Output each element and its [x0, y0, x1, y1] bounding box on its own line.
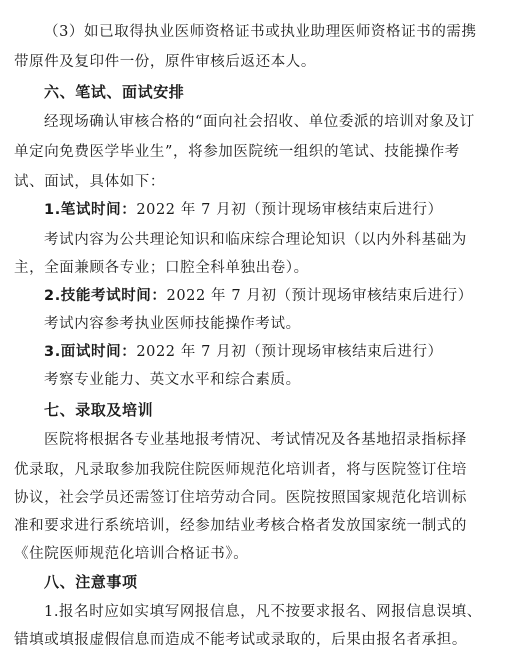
paragraph-line: 经现场确认审核合格的“面向社会招收、单位委派的培训对象及订: [44, 114, 475, 130]
skill-exam-time: 2022 年 7 月初（预计现场审核结束后进行）: [166, 288, 473, 304]
paragraph-line: 主，全面兼顾各专业；口腔全科单独出卷）。: [14, 260, 309, 276]
interview-time: 2022 年 7 月初（预计现场审核结束后进行）: [136, 344, 443, 360]
interview-label: 3.面试时间：: [44, 344, 137, 360]
paragraph-line: （3）如已取得执业医师资格证书或执业助理医师资格证书的需携: [44, 24, 477, 40]
paragraph-line: 带原件及复印件一份，原件审核后返还本人。: [14, 54, 316, 70]
paragraph-line: 优录取，凡录取参加我院住院医师规范化培训者，将与医院签订住培: [14, 462, 467, 478]
section-heading-6: 六、笔试、面试安排: [44, 83, 185, 101]
paragraph-line: 协议，社会学员还需签订住培劳动合同。医院按照国家规范化培训标: [14, 490, 467, 506]
paragraph-line: 单定向免费医学毕业生”，将参加医院统一组织的笔试、技能操作考: [14, 144, 460, 160]
skill-exam-label: 2.技能考试时间：: [44, 288, 167, 304]
skill-exam-line: [44, 286, 510, 306]
paragraph-line: 医院将根据各专业基地报考情况、考试情况及各基地招录指标择: [44, 432, 467, 448]
interview-line: [44, 342, 510, 362]
section-heading-8: 八、注意事项: [44, 573, 138, 591]
written-exam-label: 1.笔试时间：: [44, 202, 137, 218]
written-exam-line: [44, 200, 510, 220]
written-exam-time: 2022 年 7 月初（预计现场审核结束后进行）: [136, 202, 443, 218]
paragraph-line: 《住院医师规范化培训合格证书》。: [14, 546, 249, 562]
paragraph-line: 准和要求进行系统培训，经参加结业考核合格者发放国家统一制式的: [14, 518, 467, 534]
paragraph-line: 考试内容为公共理论知识和临床综合理论知识（以内外科基础为: [44, 232, 467, 248]
paragraph-line: 考察专业能力、英文水平和综合素质。: [44, 372, 301, 388]
paragraph-line: 错填或填报虚假信息而造成不能考试或录取的，后果由报名者承担。: [14, 632, 467, 648]
section-heading-7: 七、录取及培训: [44, 401, 154, 419]
paragraph-line: 考试内容参考执业医师技能操作考试。: [44, 316, 301, 332]
paragraph-line: 1.报名时应如实填写网报信息，凡不按要求报名、网报信息误填、: [44, 604, 482, 620]
paragraph-line: 试、面试，具体如下：: [14, 174, 165, 190]
